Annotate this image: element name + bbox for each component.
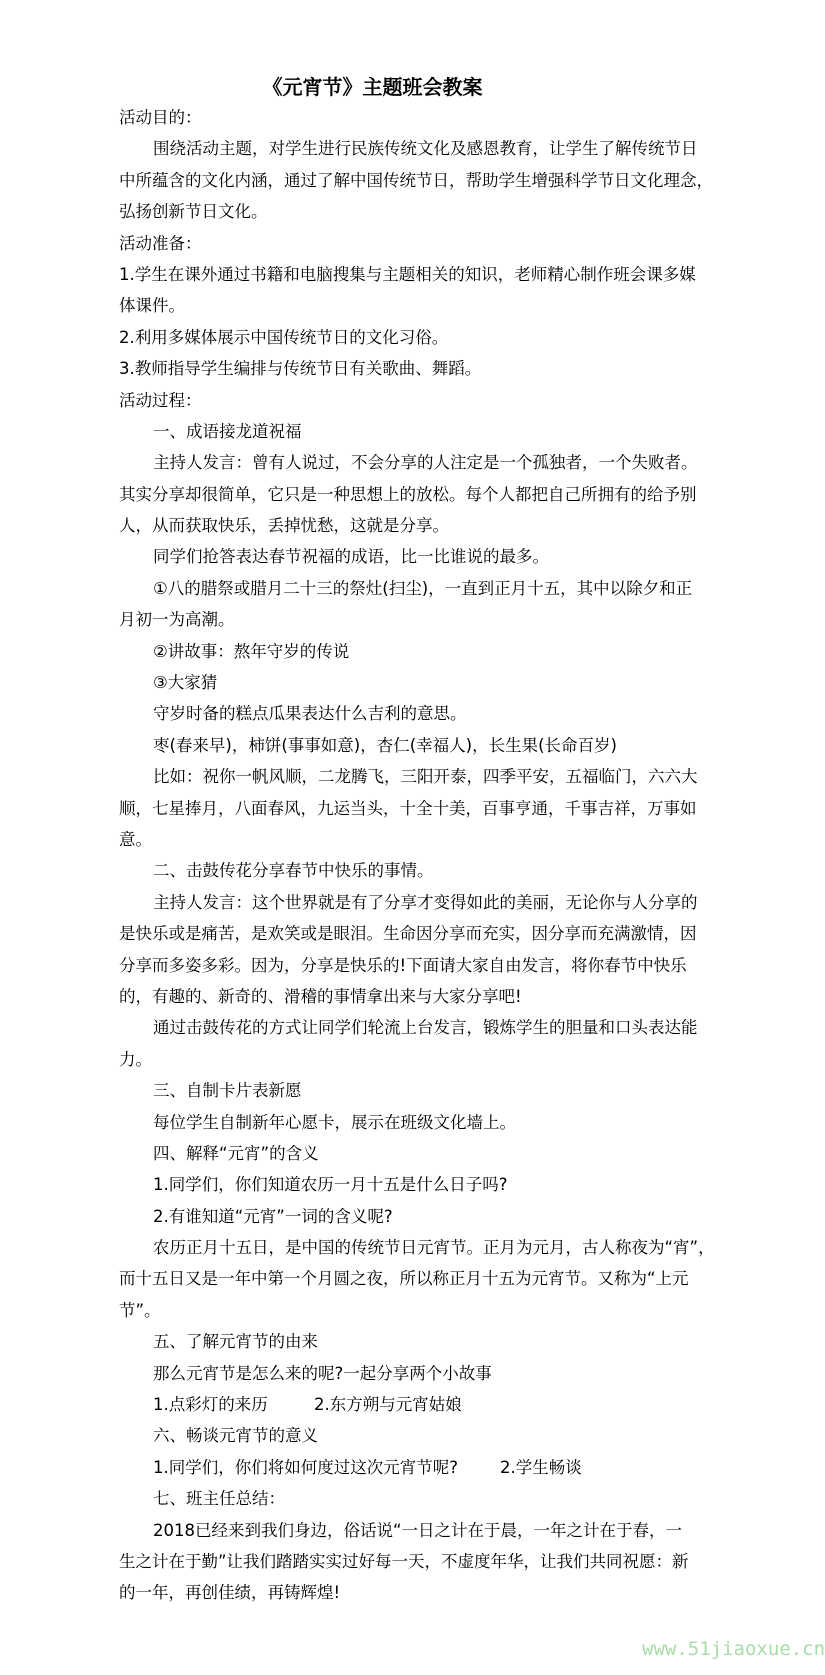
- watermark: www.51jiaoxue.cn: [642, 1638, 825, 1660]
- section-4-text: 农历正月十五日，是中国的传统节日元宵节。正月为元月，古人称夜为“宵”，: [153, 1238, 715, 1258]
- section-1-item-3: ③大家猜: [153, 673, 218, 693]
- purpose-line: 围绕活动主题，对学生进行民族传统文化及感恩教育，让学生了解传统节日: [153, 139, 698, 159]
- section-5-stories: [119, 1389, 679, 1420]
- section-6-item-1: 1.同学们，你们将如何度过这次元宵节呢?: [153, 1457, 459, 1477]
- prep-item-2: 2.利用多媒体展示中国传统节日的文化习俗。: [119, 327, 449, 347]
- section-1-host: 主持人发言：曾有人说过，不会分享的人注定是一个孤独者，一个失败者。: [153, 453, 698, 473]
- section-1-item-2: ②讲故事：熬年守岁的传说: [153, 641, 350, 661]
- section-7-text: 2018已经来到我们身边，俗话说“一日之计在于晨，一年之计在于春，一: [153, 1520, 683, 1540]
- section-1-item-1: 月初一为高潮。: [119, 610, 235, 630]
- section-2-heading: 二、击鼓传花分享春节中快乐的事情。: [153, 861, 434, 881]
- section-3-heading: 三、自制卡片表新愿: [153, 1081, 302, 1101]
- section-5-text: 那么元宵节是怎么来的呢?一起分享两个小故事: [153, 1363, 492, 1383]
- section-1-item-1: ①八的腊祭或腊月二十三的祭灶(扫尘)，一直到正月十五，其中以除夕和正: [153, 578, 693, 598]
- section-7-text: 的一年，再创佳绩，再铸辉煌!: [119, 1583, 341, 1603]
- section-1-answer: 枣(春来早)，柿饼(事事如意)，杏仁(幸福人)，长生果(长命百岁): [153, 735, 617, 755]
- section-2-host: 的，有趣的、新奇的、滑稽的事情拿出来与大家分享吧!: [119, 986, 522, 1006]
- section-1-heading: 一、成语接龙道祝福: [153, 421, 302, 441]
- section-5-heading: 五、了解元宵节的由来: [153, 1332, 318, 1352]
- section-5-story-1: 1.点彩灯的来历: [153, 1395, 268, 1415]
- section-2-method: 通过击鼓传花的方式让同学们轮流上台发言，锻炼学生的胆量和口头表达能: [153, 1018, 698, 1038]
- section-2-method: 力。: [119, 1049, 152, 1069]
- process-heading: 活动过程：: [119, 390, 202, 410]
- document-title: 《元宵节》主题班会教案: [262, 75, 483, 99]
- prep-item-3: 3.教师指导学生编排与传统节日有关歌曲、舞蹈。: [119, 359, 482, 379]
- section-1-question: 守岁时备的糕点瓜果表达什么吉利的意思。: [153, 704, 467, 724]
- prep-item-1: 1.学生在课外通过书籍和电脑搜集与主题相关的知识，老师精心制作班会课多媒: [119, 264, 696, 284]
- section-2-host: 主持人发言：这个世界就是有了分享才变得如此的美丽，无论你与人分享的: [153, 892, 698, 912]
- section-2-host: 是快乐或是痛苦，是欢笑或是眼泪。生命因分享而充实，因分享而充满激情，因: [119, 924, 697, 944]
- prep-item-1: 体课件。: [119, 296, 185, 316]
- section-1-host: 人，从而获取快乐，丢掉忧愁，这就是分享。: [119, 516, 449, 536]
- section-6-heading: 六、畅谈元宵节的意义: [153, 1426, 318, 1446]
- section-7-text: 生之计在于勤”让我们踏踏实实过好每一天，不虚度年华，让我们共同祝愿：新: [119, 1551, 689, 1571]
- section-6-items: [119, 1452, 679, 1483]
- purpose-line: 中所蕴含的文化内涵，通过了解中国传统节日，帮助学生增强科学节日文化理念，: [119, 170, 713, 190]
- prep-heading: 活动准备：: [119, 233, 202, 253]
- section-1-race: 同学们抢答表达春节祝福的成语，比一比谁说的最多。: [153, 547, 549, 567]
- section-4-question-1: 1.同学们，你们知道农历一月十五是什么日子吗?: [153, 1175, 508, 1195]
- section-2-host: 分享而多姿多彩。因为，分享是快乐的!下面请大家自由发言，将你春节中快乐: [119, 955, 687, 975]
- section-7-heading: 七、班主任总结：: [153, 1489, 285, 1509]
- section-4-text: 而十五日又是一年中第一个月圆之夜，所以称正月十五为元宵节。又称为“上元: [119, 1269, 689, 1289]
- purpose-heading: 活动目的：: [119, 108, 202, 127]
- section-6-item-2: 2.学生畅谈: [500, 1457, 582, 1477]
- section-4-question-2: 2.有谁知道“元宵”一词的含义呢?: [153, 1206, 393, 1226]
- section-3-text: 每位学生自制新年心愿卡，展示在班级文化墙上。: [153, 1112, 516, 1132]
- section-4-heading: 四、解释“元宵”的含义: [153, 1143, 319, 1163]
- section-1-example: 顺，七星捧月，八面春风，九运当头，十全十美，百事亨通，千事吉祥，万事如: [119, 798, 697, 818]
- purpose-line: 弘扬创新节日文化。: [119, 202, 268, 222]
- section-5-story-2: 2.东方朔与元宵姑娘: [314, 1395, 462, 1415]
- section-1-example: 比如：祝你一帆风顺，二龙腾飞，三阳开泰，四季平安，五福临门，六六大: [153, 767, 698, 787]
- section-1-example: 意。: [119, 829, 152, 849]
- section-4-text: 节”。: [119, 1300, 161, 1320]
- section-1-host: 其实分享却很简单，它只是一种思想上的放松。每个人都把自己所拥有的给予别: [119, 484, 697, 504]
- document-body: [119, 102, 715, 1609]
